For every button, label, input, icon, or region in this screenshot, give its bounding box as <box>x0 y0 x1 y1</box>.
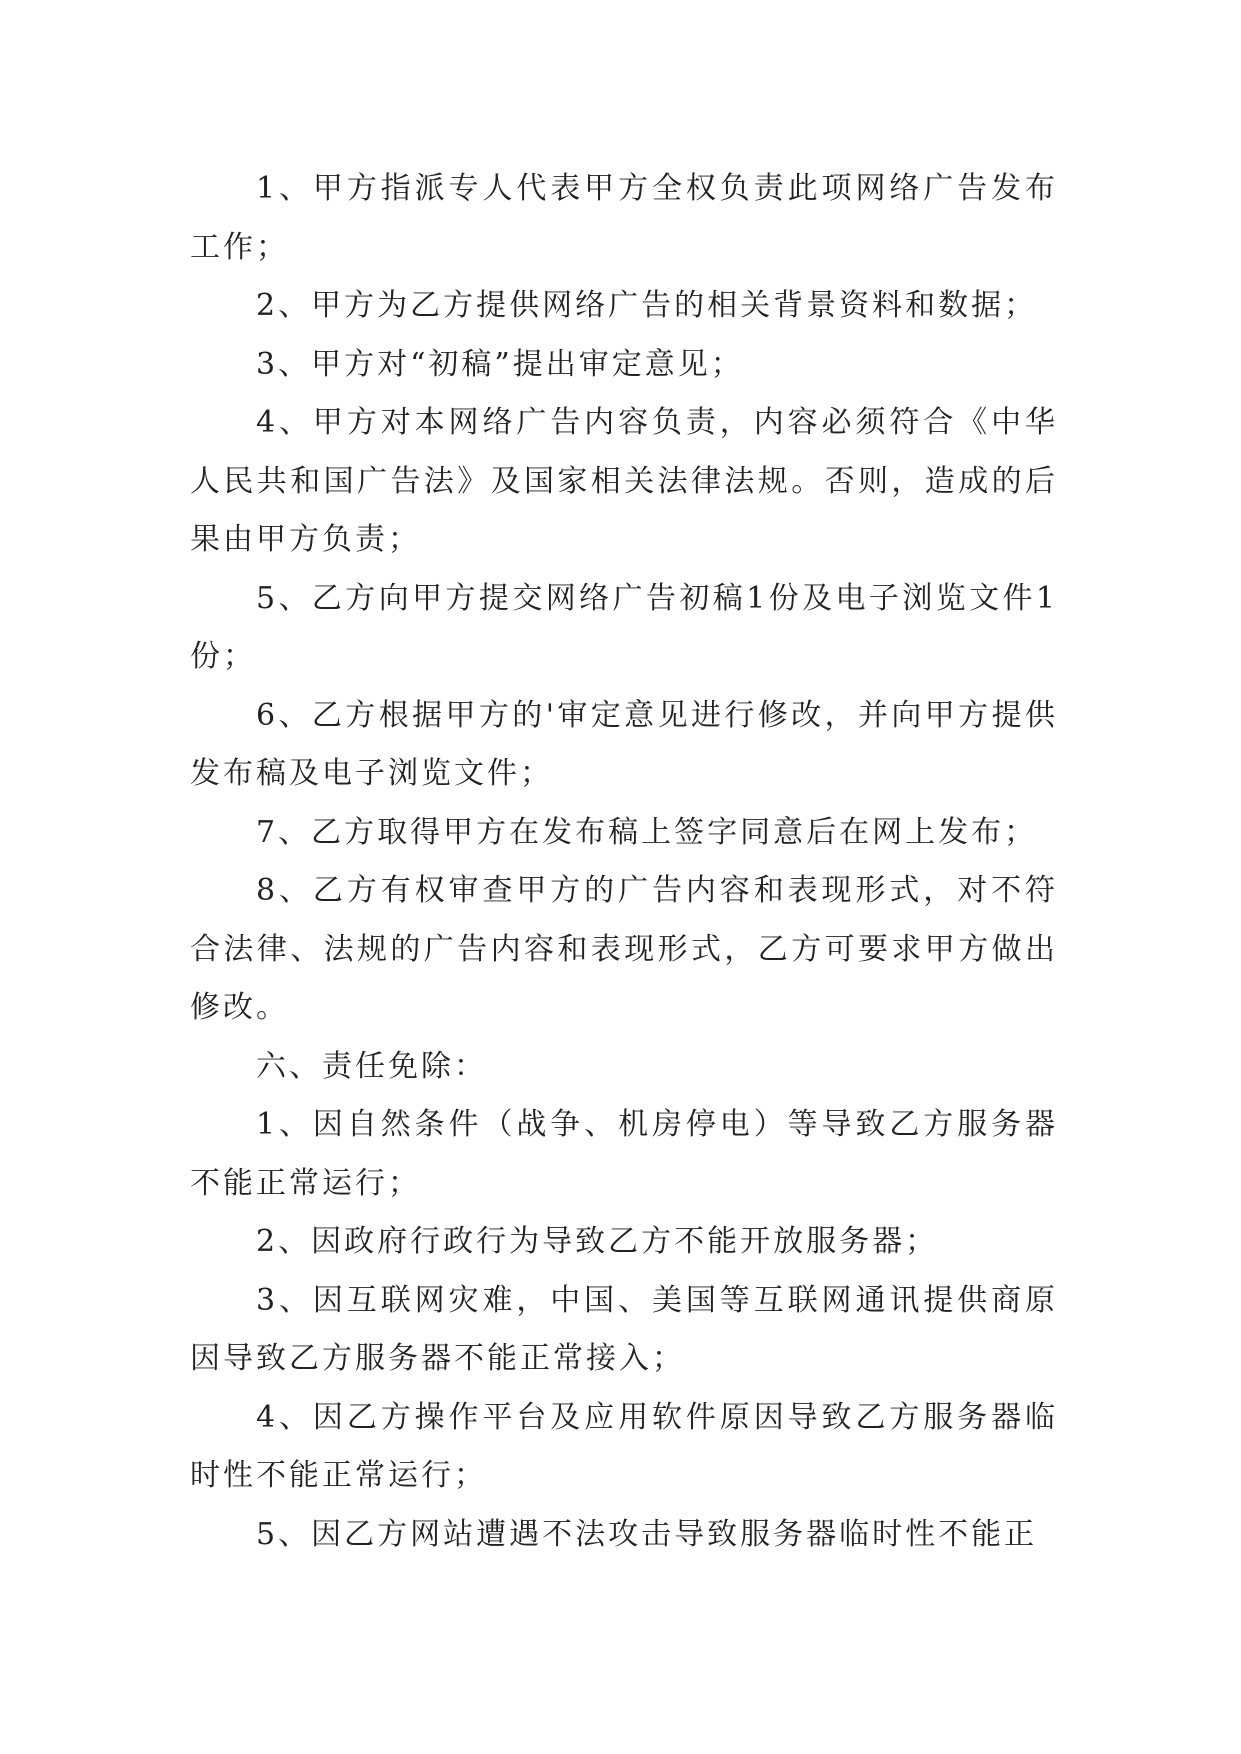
clause-paragraph: 1、因自然条件（战争、机房停电）等导致乙方服务器不能正常运行； <box>190 1107 1058 1201</box>
document-body <box>190 160 1058 1564</box>
clause-paragraph: 7、乙方取得甲方在发布稿上签字同意后在网上发布； <box>256 814 1038 850</box>
clause-paragraph: 2、因政府行政行为导致乙方不能开放服务器； <box>256 1224 939 1259</box>
clause-paragraph: 4、甲方对本网络广告内容负责，内容必须符合《中华人民共和国广告法》及国家相关法律法规。否则，造成的后果由甲方负责； <box>190 405 1058 557</box>
clause-paragraph: 3、甲方对“初稿”提出审定意见； <box>256 346 744 382</box>
clause-paragraph: 6、乙方根据甲方的'审定意见进行修改，并向甲方提供发布稿及电子浏览文件； <box>190 697 1058 791</box>
clause-paragraph: 5、乙方向甲方提交网络广告初稿1份及电子浏览文件1份； <box>190 580 1058 674</box>
clause-paragraph: 8、乙方有权审查甲方的广告内容和表现形式，对不符合法律、法规的广告内容和表现形式，乙方可要求甲方做出修改。 <box>190 873 1058 1025</box>
clause-paragraph: 1、甲方指派专人代表甲方全权负责此项网络广告发布工作； <box>190 171 1058 265</box>
clause-paragraph: 4、因乙方操作平台及应用软件原因导致乙方服务器临时性不能正常运行； <box>190 1399 1058 1493</box>
clause-paragraph: 5、因乙方网站遭遇不法攻击导致服务器临时性不能正 <box>256 1516 1038 1552</box>
section-heading: 六、责任免除： <box>256 1048 487 1084</box>
clause-paragraph: 2、甲方为乙方提供网络广告的相关背景资料和数据； <box>256 288 1038 323</box>
clause-paragraph: 3、因互联网灾难，中国、美国等互联网通讯提供商原因导致乙方服务器不能正常接入； <box>190 1282 1058 1376</box>
